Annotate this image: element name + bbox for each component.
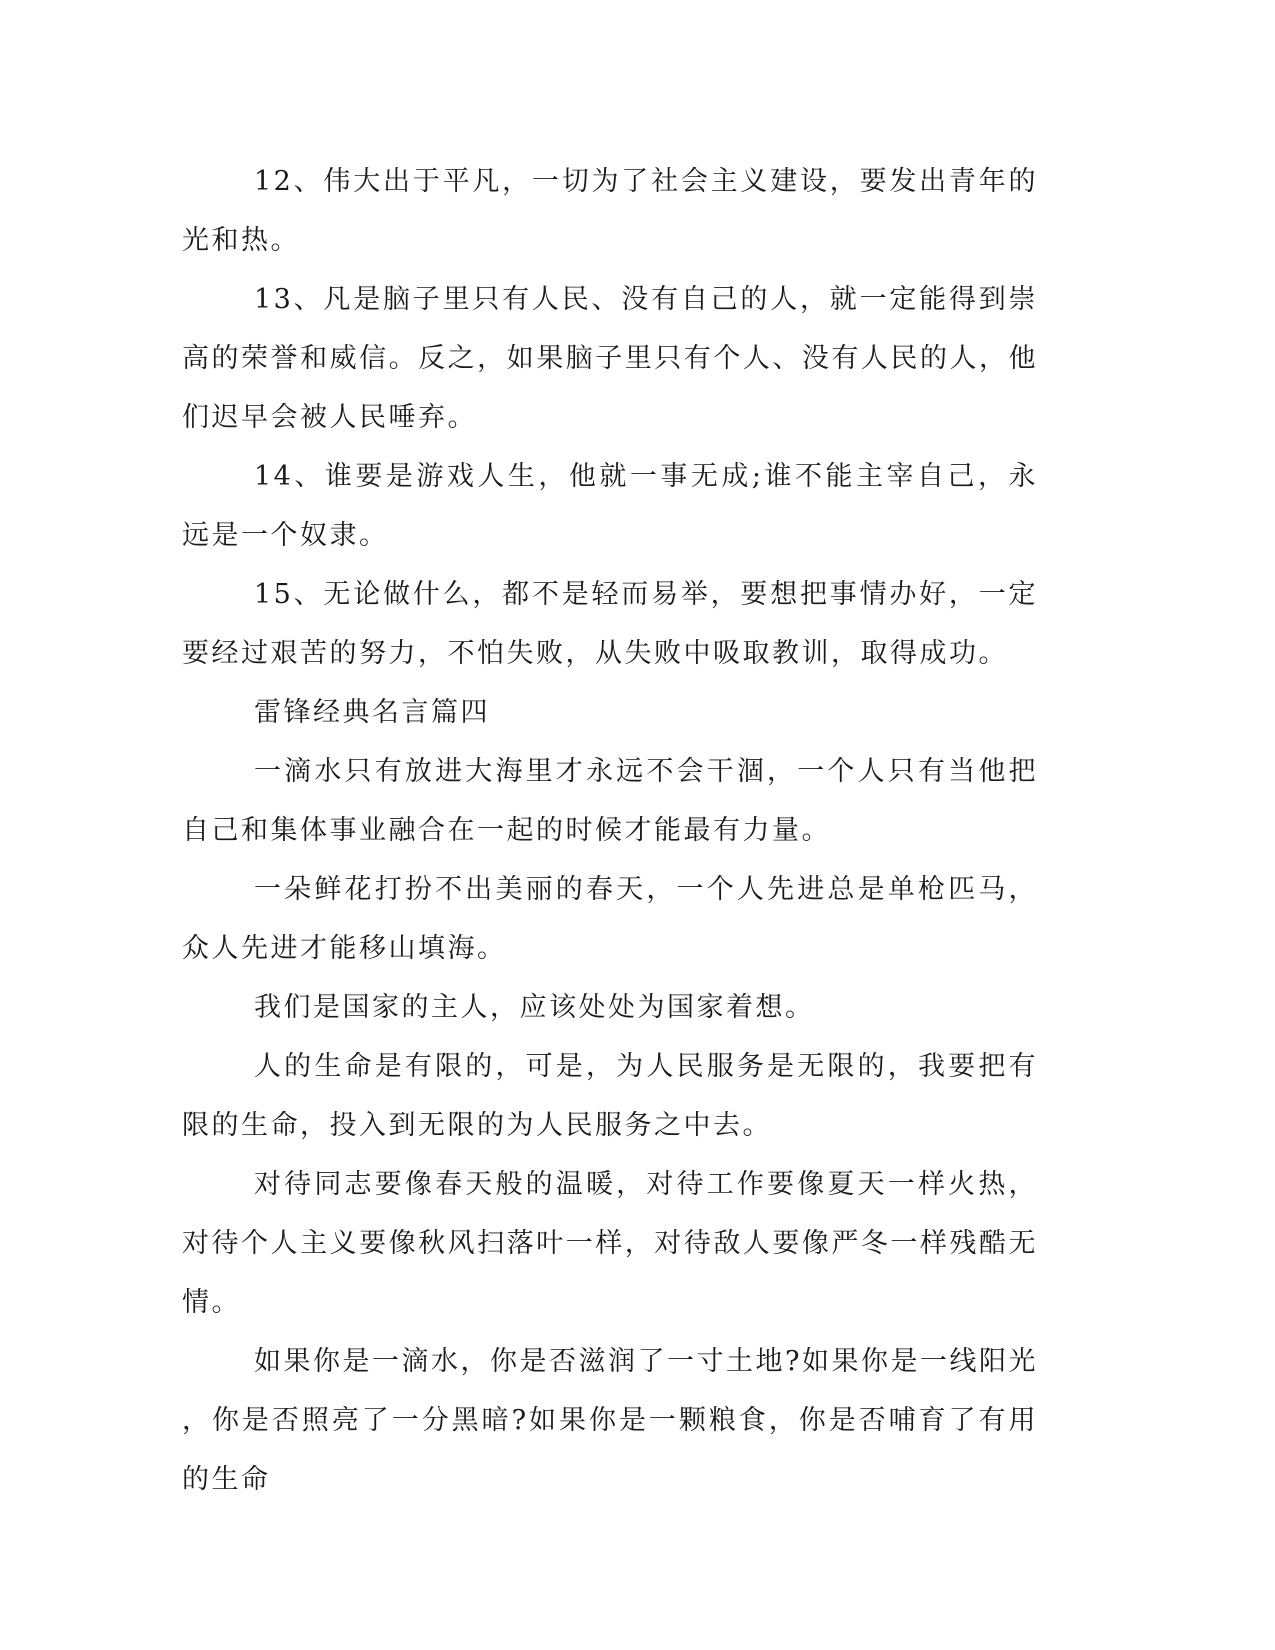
quote-paragraph: 如果你是一滴水，你是否滋润了一寸土地?如果你是一线阳光，你是否照亮了一分黑暗?如果你是一颗粮食，你是否哺育了有用的生命 xyxy=(182,1346,1038,1495)
quote-15: 15、无论做什么，都不是轻而易举，要想把事情办好，一定要经过艰苦的努力，不怕失败，从失败中吸取教训，取得成功。 xyxy=(182,579,1038,669)
quote-14: 14、谁要是游戏人生，他就一事无成;谁不能主宰自己，永远是一个奴隶。 xyxy=(182,461,1038,551)
quote-paragraph: 一朵鲜花打扮不出美丽的春天，一个人先进总是单枪匹马，众人先进才能移山填海。 xyxy=(182,874,1038,964)
quote-paragraph: 对待同志要像春天般的温暖，对待工作要像夏天一样火热，对待个人主义要像秋风扫落叶一样，对待敌人要像严冬一样残酷无情。 xyxy=(182,1169,1038,1318)
quote-13: 13、凡是脑子里只有人民、没有自己的人，就一定能得到崇高的荣誉和威信。反之，如果脑子里只有个人、没有人民的人，他们迟早会被人民唾弃。 xyxy=(182,284,1038,433)
document-body xyxy=(182,152,1038,1509)
quote-paragraph: 一滴水只有放进大海里才永远不会干涸，一个人只有当他把自己和集体事业融合在一起的时候才能最有力量。 xyxy=(182,756,1038,846)
quote-paragraph: 我们是国家的主人，应该处处为国家着想。 xyxy=(254,992,815,1023)
section-heading: 雷锋经典名言篇四 xyxy=(254,697,490,728)
quote-12: 12、伟大出于平凡，一切为了社会主义建设，要发出青年的光和热。 xyxy=(182,166,1038,256)
quote-paragraph: 人的生命是有限的，可是，为人民服务是无限的，我要把有限的生命，投入到无限的为人民服务之中去。 xyxy=(182,1051,1038,1141)
